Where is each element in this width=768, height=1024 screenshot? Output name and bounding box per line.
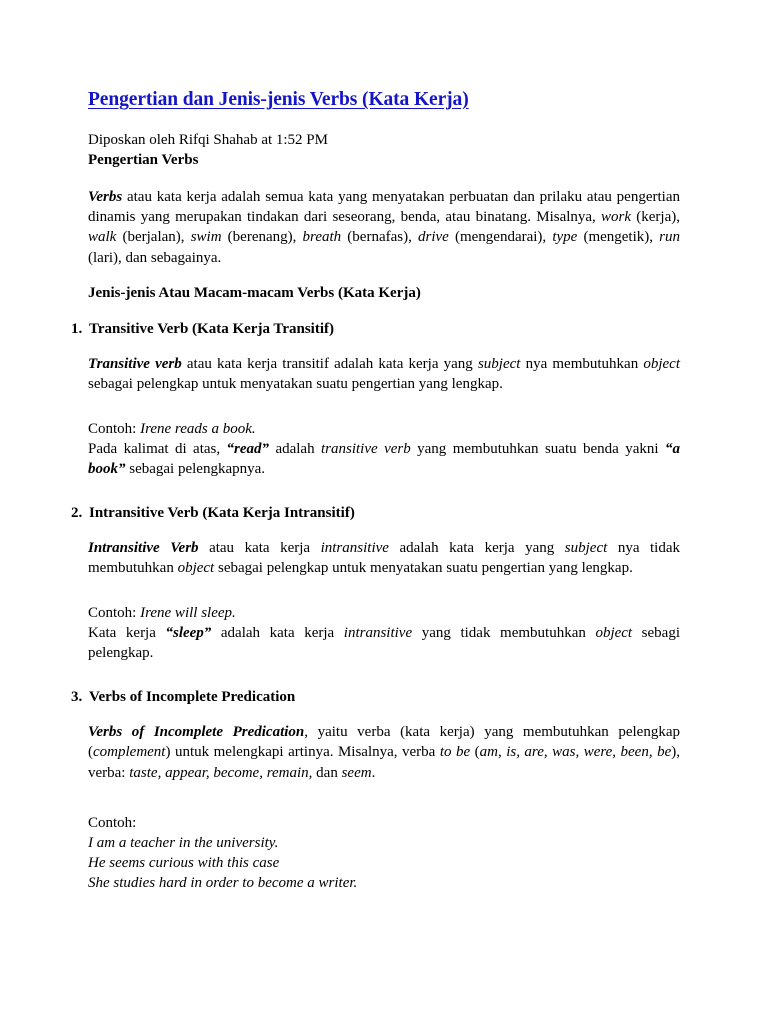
expl2-i1: intransitive (343, 625, 413, 642)
def3-t6: . (371, 764, 376, 781)
expl2-t2: adalah kata kerja (211, 625, 344, 642)
section-heading-jenis-jenis: Jenis-jenis Atau Macam-macam Verbs (Kata Kerja) (88, 284, 421, 301)
example-paragraph-2 (88, 603, 680, 663)
intro-text-4: (berenang), (221, 229, 303, 246)
expl1-t2: adalah (269, 440, 321, 457)
expl1-t3: yang membutuhkan suatu benda yakni (410, 440, 665, 457)
list-item-heading-1 (71, 320, 680, 340)
def2-t1b: adalah kata kerja yang (388, 539, 565, 556)
expl2-t4: sebagi pelengkap. (88, 625, 681, 662)
def1-t1: atau kata kerja transitif adalah kata kerja yang (181, 355, 478, 372)
intro-example-7: run (659, 229, 681, 246)
intro-text-7: (mengetik), (577, 229, 660, 246)
expl2-b1: “sleep” (165, 625, 212, 642)
def2-i1: subject (564, 539, 608, 556)
def1-t3: sebagai pelengkap untuk menyatakan suatu pengertian yang lengkap. (88, 375, 503, 392)
definition-paragraph-3 (88, 722, 680, 782)
spacer (88, 495, 680, 504)
list-number-1: 1. (71, 320, 83, 337)
expl2-i2: object (595, 625, 633, 642)
def1-i1: subject (477, 355, 521, 372)
expl1-t4: sebagai pelengkapnya. (125, 460, 266, 477)
example-label-1: Contoh: (88, 420, 141, 437)
def3-i4: taste, appear, become, remain, (129, 764, 313, 781)
definition-lead-3: Verbs of Incomplete Predication (88, 724, 305, 741)
expl1-b2: “a book” (88, 440, 680, 477)
intro-text-2: (kerja), (631, 209, 681, 226)
intro-example-5: drive (418, 229, 449, 246)
intro-example-3: swim (190, 229, 222, 246)
expl2-t1: Kata kerja (88, 625, 166, 642)
list-item-title-3: Verbs of Incomplete Predication (89, 689, 296, 706)
intro-paragraph (88, 187, 680, 267)
example-line-2: He seems curious with this case (88, 854, 280, 871)
spacer (88, 799, 680, 813)
section-heading-pengertian-verbs: Pengertian Verbs (88, 152, 199, 169)
list-item-title-1: Transitive Verb (Kata Kerja Transitif) (89, 320, 334, 337)
def2-i2: object (177, 560, 215, 577)
intro-lead-term: Verbs (88, 189, 123, 206)
intro-text-6: (mengendarai), (448, 229, 553, 246)
expl1-i1: transitive verb (321, 440, 411, 457)
spacer (88, 594, 680, 603)
intro-text-3: (berjalan), (116, 229, 191, 246)
def2-t3: sebagai pelengkap untuk menyatakan suatu pengertian yang lengkap. (214, 560, 633, 577)
def2-i0: intransitive (320, 539, 389, 556)
list-number-3: 3. (71, 689, 83, 706)
definition-lead-2: Intransitive Verb (88, 539, 199, 556)
definition-paragraph-2 (88, 538, 680, 578)
example-label-3: Contoh: (88, 814, 137, 831)
def3-i2: to be (439, 744, 471, 761)
intro-example-1: work (601, 209, 632, 226)
definition-lead-1: Transitive verb (88, 355, 182, 372)
list-item-heading-3 (71, 688, 680, 708)
list-item-title-2: Intransitive Verb (Kata Kerja Intransitif) (89, 504, 355, 521)
example-line-3: She studies hard in order to become a writer. (88, 874, 358, 891)
def3-t2: ) untuk melengkapi artinya. Misalnya, verba (165, 744, 440, 761)
example-label-2: Contoh: (88, 605, 141, 622)
def1-t2: nya membutuhkan (520, 355, 644, 372)
intro-example-4: breath (302, 229, 342, 246)
def3-t5: dan (312, 764, 342, 781)
list-number-2: 2. (71, 504, 83, 521)
def3-t3: ( (470, 744, 480, 761)
def3-i5: seem (341, 764, 372, 781)
intro-text-8: (lari), dan sebagainya. (88, 249, 222, 266)
intro-text-1: atau kata kerja adalah semua kata yang menyatakan perbuatan dan prilaku atau pengertian dinamis yang merupakan tindakan dari seseorang, benda, atau binatang. Misalnya, (88, 189, 680, 226)
byline: Diposkan oleh Rifqi Shahab at 1:52 PM (88, 132, 328, 149)
example-block-3 (88, 813, 680, 893)
expl1-b1: “read” (226, 440, 270, 457)
spacer (88, 679, 680, 688)
def3-t4: ), verba: (88, 744, 680, 781)
list-item-heading-2 (71, 504, 680, 524)
intro-text-5: (bernafas), (341, 229, 418, 246)
def2-t1: atau kata kerja (198, 539, 321, 556)
def3-t1: , yaitu verba (kata kerja) yang membutuhkan pelengkap ( (88, 724, 680, 761)
intro-example-6: type (552, 229, 578, 246)
definition-paragraph-1 (88, 354, 680, 394)
example-sentence-2: Irene will sleep. (140, 605, 236, 622)
example-sentence-1: Irene reads a book. (140, 420, 256, 437)
def1-i2: object (643, 355, 681, 372)
def2-t2: nya tidak membutuhkan (88, 539, 680, 577)
intro-example-2: walk (88, 229, 117, 246)
def3-i1: complement (93, 744, 166, 761)
example-line-1: I am a teacher in the university. (88, 834, 279, 851)
expl2-t3: yang tidak membutuhkan (412, 625, 596, 642)
expl1-t1: Pada kalimat di atas, (88, 440, 227, 457)
page-title: Pengertian dan Jenis-jenis Verbs (Kata Kerja) (88, 89, 469, 110)
example-paragraph-1 (88, 419, 680, 479)
def3-i3: am, is, are, was, were, been, be (479, 744, 672, 761)
spacer (88, 410, 680, 419)
